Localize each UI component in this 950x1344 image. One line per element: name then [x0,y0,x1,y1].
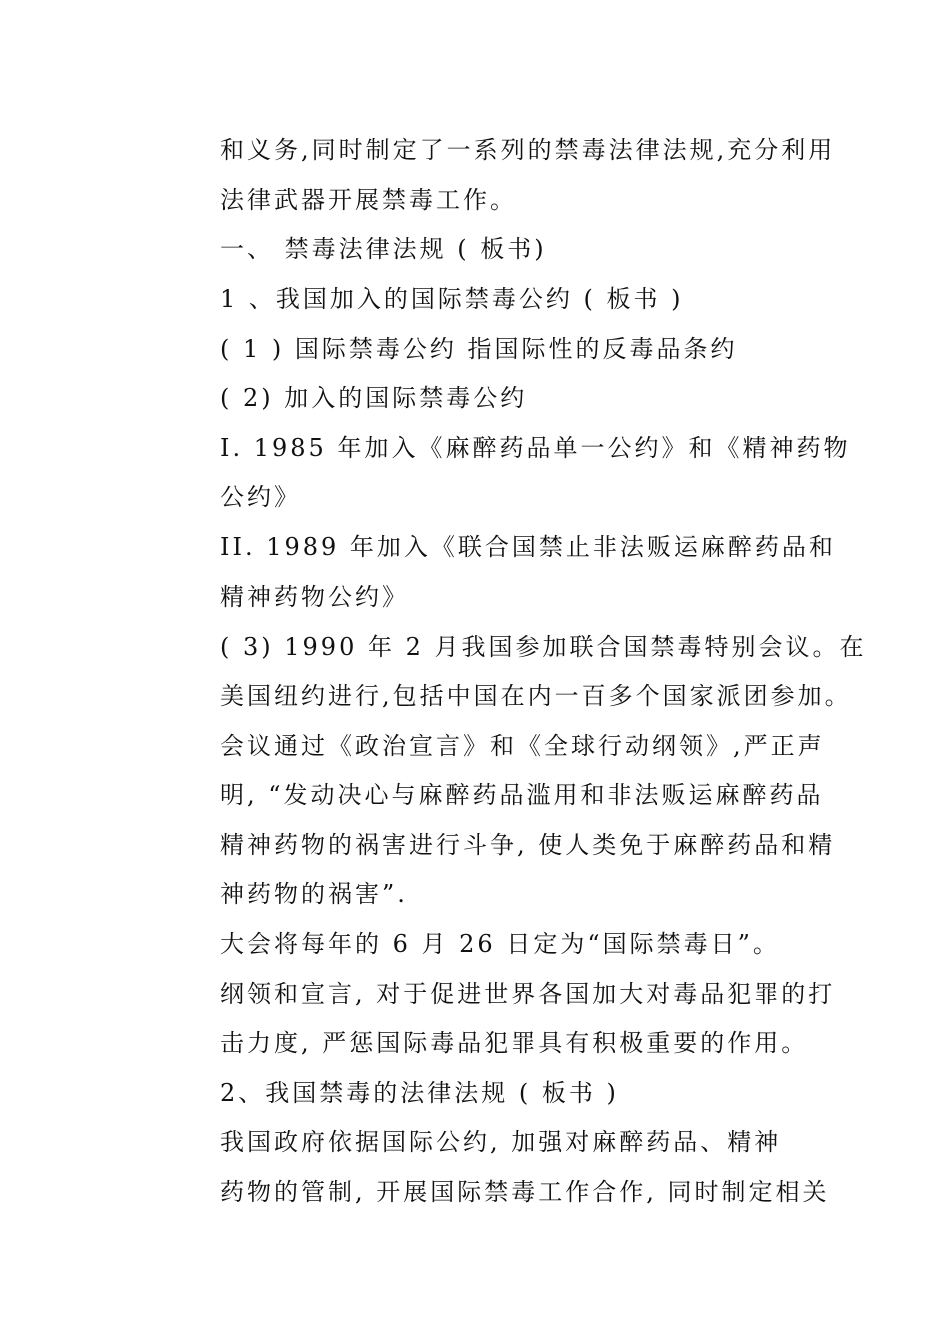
text-line: 会议通过《政治宣言》和《全球行动纲领》,严正声 [220,732,825,760]
text-line: ( 3) 1990 年 2 月我国参加联合国禁毒特别会议。在 [220,633,867,661]
subsection-heading: 1 、我国加入的国际禁毒公约 ( 板书 ) [220,285,684,313]
text-line: 明, “发动决心与麻醉药品滥用和非法贩运麻醉药品 [220,781,824,809]
text-line: 击力度, 严惩国际毒品犯罪具有积极重要的作用。 [220,1029,809,1057]
text-line: 和义务,同时制定了一系列的禁毒法律法规,充分利用 [220,136,836,164]
text-line: 美国纽约进行,包括中国在内一百多个国家派团参加。 [220,682,852,710]
text-line: 公约》 [220,483,301,511]
text-line: ( 2) 加入的国际禁毒公约 [220,384,528,412]
text-line: 法律武器开展禁毒工作。 [220,186,517,214]
text-line: I. 1985 年加入《麻醉药品单一公约》和《精神药物 [220,434,851,462]
section-heading: 一、 禁毒法律法规 ( 板书) [220,235,547,263]
text-line: 我国政府依据国际公约, 加强对麻醉药品、精神 [220,1128,782,1156]
text-line: 大会将每年的 6 月 26 日定为“国际禁毒日”。 [220,930,780,958]
text-line: 药物的管制, 开展国际禁毒工作合作, 同时制定相关 [220,1178,830,1206]
text-line: 精神药物公约》 [220,583,409,611]
text-line: 纲领和宣言, 对于促进世界各国加大对毒品犯罪的打 [220,980,836,1008]
subsection-heading: 2、我国禁毒的法律法规 ( 板书 ) [220,1079,619,1107]
text-line: 神药物的祸害”. [220,880,408,908]
text-line: ( 1 ) 国际禁毒公约 指国际性的反毒品条约 [220,335,738,363]
text-line: 精神药物的祸害进行斗争, 使人类免于麻醉药品和精 [220,831,836,859]
text-line: II. 1989 年加入《联合国禁止非法贩运麻醉药品和 [220,533,836,561]
